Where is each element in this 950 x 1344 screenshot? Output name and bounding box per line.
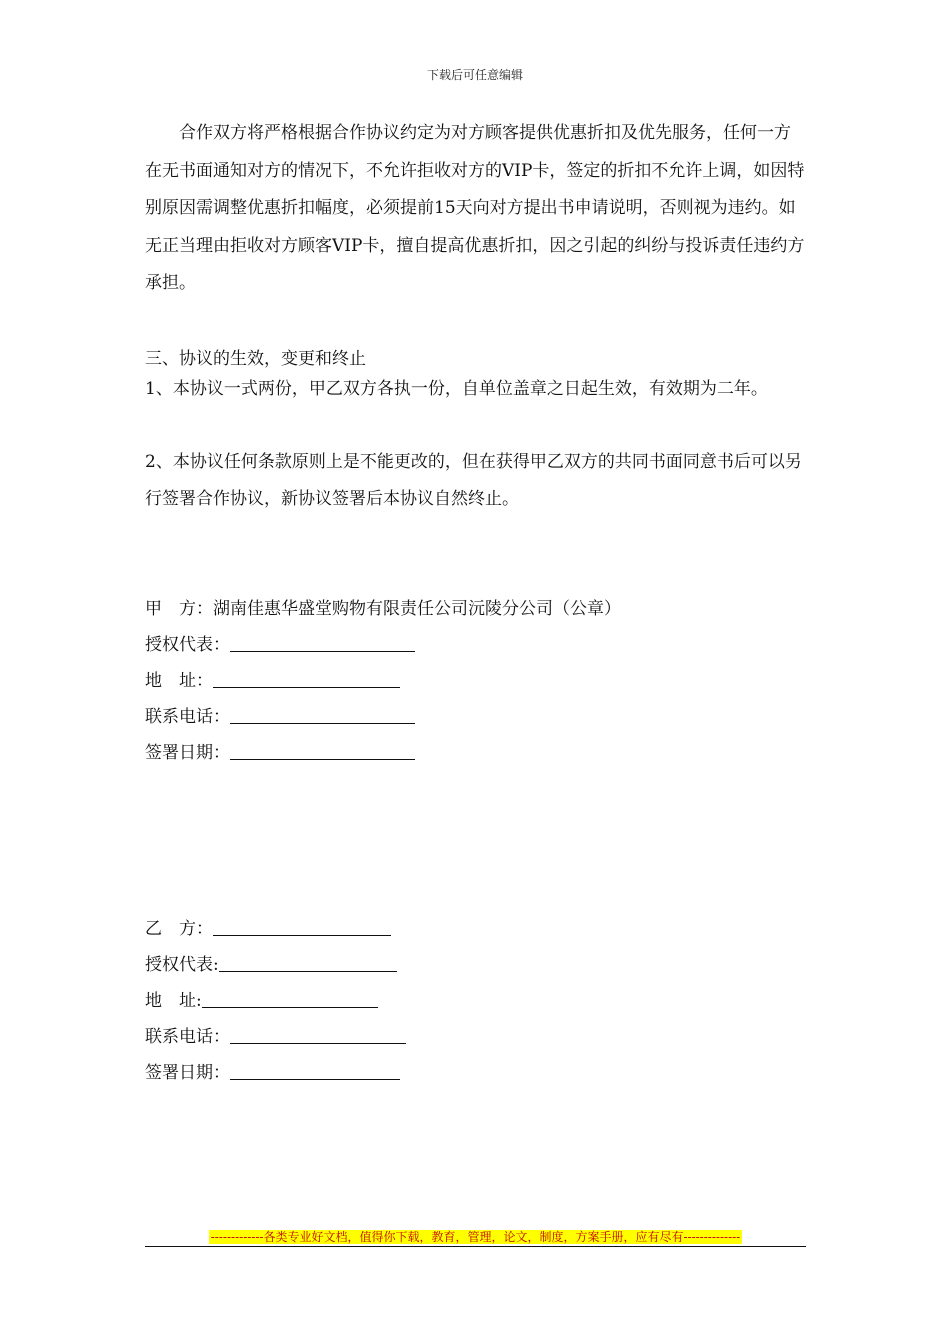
- party-b-date-blank[interactable]: [230, 1063, 400, 1080]
- party-a-rep-row: [145, 630, 415, 655]
- party-a-date-blank[interactable]: [230, 743, 415, 760]
- party-b-date-label: 签署日期：: [145, 1063, 230, 1083]
- party-a-name-row: [145, 594, 621, 619]
- party-a-name-label: 甲 方：: [145, 599, 213, 619]
- party-a-date-row: [145, 738, 415, 763]
- party-b-addr-row: [145, 986, 378, 1011]
- party-a-phone-blank[interactable]: [230, 707, 415, 724]
- party-b-rep-label: 授权代表:: [145, 955, 219, 975]
- party-b-rep-blank[interactable]: [219, 955, 397, 972]
- party-a-rep-label: 授权代表：: [145, 635, 230, 655]
- party-a-addr-row: [145, 666, 400, 691]
- party-a-addr-blank[interactable]: [213, 671, 400, 688]
- party-b-name-row: [145, 914, 391, 939]
- party-b-addr-blank[interactable]: [202, 991, 378, 1008]
- party-b-date-row: [145, 1058, 400, 1083]
- party-a-addr-label: 地 址：: [145, 671, 213, 691]
- party-b-phone-label: 联系电话：: [145, 1027, 230, 1047]
- party-a-phone-label: 联系电话：: [145, 707, 230, 727]
- party-b-name-label: 乙 方：: [145, 919, 213, 939]
- cooperation-paragraph: 合作双方将严格根据合作协议约定为对方顾客提供优惠折扣及优先服务，任何一方在无书面通知对方的情况下，不允许拒收对方的VIP卡，签定的折扣不允许上调，如因特别原因需调整优惠折扣幅度，必须提前15天向对方提出书申请说明，否则视为违约。如无正当理由拒收对方顾客VIP卡，擅自提高优惠折扣，因之引起的纠纷与投诉责任违约方承担。: [145, 123, 805, 293]
- party-b-phone-blank[interactable]: [230, 1027, 406, 1044]
- party-b-phone-row: [145, 1022, 406, 1047]
- section-3-title: 三、协议的生效，变更和终止: [145, 349, 366, 369]
- page-footer: [145, 1226, 806, 1247]
- party-b-name-blank[interactable]: [213, 919, 391, 936]
- page-header: 下载后可任意编辑: [426, 68, 523, 82]
- party-a-rep-blank[interactable]: [230, 635, 415, 652]
- footer-banner-text: -------------各类专业好文档，值得你下载，教育，管理，论文，制度，方案手册，应有尽有--------------: [210, 1230, 741, 1244]
- section-3-item-2: 2、本协议任何条款原则上是不能更改的，但在获得甲乙双方的共同书面同意书后可以另行签署合作协议，新协议签署后本协议自然终止。: [145, 452, 802, 509]
- party-b-addr-label: 地 址:: [145, 991, 202, 1011]
- party-a-name-value: 湖南佳惠华盛堂购物有限责任公司沅陵分公司（公章）: [213, 599, 621, 619]
- party-b-rep-row: [145, 950, 397, 975]
- party-a-date-label: 签署日期：: [145, 743, 230, 763]
- party-a-phone-row: [145, 702, 415, 727]
- section-3-item-1: 1、本协议一式两份，甲乙双方各执一份，自单位盖章之日起生效，有效期为二年。: [145, 379, 768, 399]
